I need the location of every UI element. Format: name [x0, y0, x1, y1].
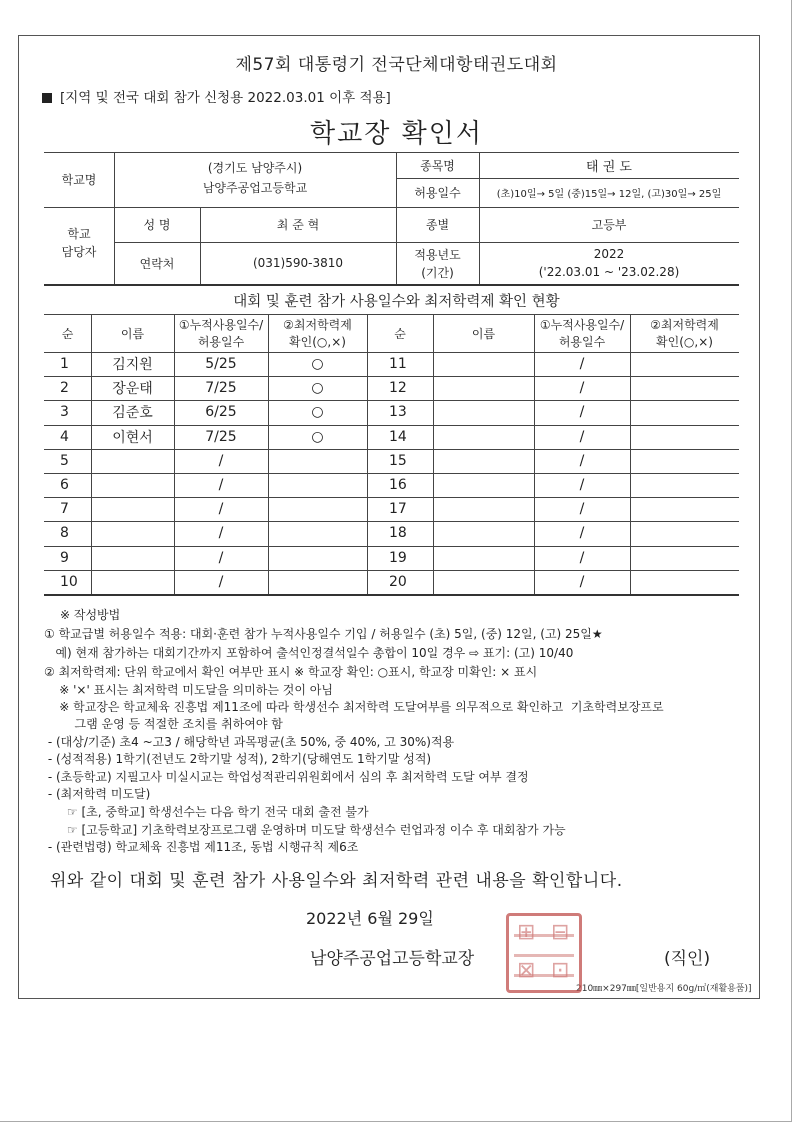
cell-no: 10 — [60, 573, 78, 590]
cell-no: 14 — [389, 428, 407, 445]
cell-days: / — [579, 573, 585, 590]
cell-no: 7 — [60, 501, 69, 518]
staff-label-line1: 학교 — [67, 226, 91, 241]
staff-label-line2: 담당자 — [61, 244, 97, 259]
cell-days: 7/25 — [205, 428, 237, 445]
cell-no: 11 — [389, 356, 407, 373]
header-name-right: 이름 — [471, 326, 496, 341]
cell-min-academic-check — [630, 352, 739, 376]
cell-days: 5/25 — [205, 356, 237, 373]
cell-name — [433, 546, 534, 570]
cell-days: / — [218, 477, 224, 494]
school-label: 학교명 — [61, 173, 97, 187]
cell-min-academic-check — [630, 521, 739, 545]
cell-min-academic-check — [630, 473, 739, 497]
cell-days: / — [218, 573, 224, 590]
period-value: ('22.03.01 ~ '23.02.28) — [538, 265, 680, 279]
school-seal-stamp: ⊞ ⊟ ⊠ ⊡ — [506, 913, 582, 993]
instruction-line: - (초등학교) 지필고사 미실시교는 학업성적관리위원회에서 심의 후 최저학력 도달 여부 결정 — [44, 770, 529, 784]
event-value: 태 권 도 — [586, 159, 632, 175]
cell-days: / — [218, 525, 224, 542]
cell-days: 7/25 — [205, 380, 237, 397]
cell-name — [91, 449, 174, 473]
cell-name — [433, 425, 534, 449]
status-section-title: 대회 및 훈련 참가 사용일수와 최저학력제 확인 현황 — [233, 294, 560, 310]
cell-no: 9 — [60, 549, 69, 566]
year-label-line1: 적용년도 — [414, 247, 461, 262]
cell-name — [91, 546, 174, 570]
cell-min-academic-check: ○ — [311, 404, 324, 421]
document-title: 학교장 확인서 — [310, 119, 483, 149]
document-date: 2022년 6월 29일 — [306, 909, 434, 928]
cell-no: 12 — [389, 380, 407, 397]
cell-days: / — [579, 404, 585, 421]
event-label: 종목명 — [420, 158, 455, 173]
square-bullet-icon — [42, 93, 52, 103]
principal-signature-line: 남양주공업고등학교장 — [310, 949, 475, 969]
cell-name — [91, 521, 174, 545]
cell-name: 장운태 — [112, 381, 153, 398]
instruction-line: - (대상/기준) 초4 ~고3 / 해당학년 과목평균(초 50%, 중 40%, 고 30%)적용 — [44, 735, 455, 749]
cell-days: / — [218, 501, 224, 518]
cell-name — [433, 497, 534, 521]
year-label-line2: (기간) — [421, 265, 454, 280]
instruction-line: ※ '×' 표시는 최저학력 미도달을 의미하는 것이 아님 — [44, 683, 333, 697]
cell-min-academic-check — [268, 521, 367, 545]
cell-min-academic-check — [268, 570, 367, 594]
cell-min-academic-check — [630, 570, 739, 594]
contact-value: (031)590-3810 — [252, 256, 344, 270]
instruction-line: 예) 현재 참가하는 대회기간까지 포함하여 출석인정결석일수 총합이 10일 경우 ⇨ 표기: (고) 10/40 — [44, 646, 574, 660]
header-name: 이름 — [120, 326, 145, 341]
header-min-right-line1: ②최저학력제 — [650, 318, 719, 332]
cell-min-academic-check — [630, 400, 739, 424]
cell-name: 김준호 — [112, 405, 153, 422]
confirmation-statement: 위와 같이 대회 및 훈련 참가 사용일수와 최저학력 관련 내용을 확인합니다. — [50, 871, 623, 891]
cell-no: 18 — [389, 525, 407, 542]
cell-name — [433, 400, 534, 424]
instruction-line: ☞ [고등학교] 기초학력보장프로그램 운영하며 미도달 학생선수 런업과정 이수 후 대회참가 가능 — [44, 823, 566, 837]
instruction-line: ☞ [초, 중학교] 학생선수는 다음 학기 전국 대회 출전 불가 — [44, 805, 369, 819]
cell-days: / — [579, 477, 585, 494]
paper-spec: 210㎜×297㎜[일반용지 60g/㎡(재활용품)] — [576, 984, 752, 994]
school-name: 남양주공업고등학교 — [202, 180, 308, 195]
instruction-line: ① 학교급별 허용일수 적용: 대회·훈련 참가 누적사용일수 기입 / 허용일수 (초) 5일, (중) 12일, (고) 25일★ — [44, 627, 603, 641]
header-days-right-line1: ①누적사용일수/ — [539, 318, 625, 332]
cell-no: 1 — [60, 356, 69, 373]
seal-label: (직인) — [664, 949, 711, 969]
instruction-line: ※ 학교장은 학교체육 진흥법 제11조에 따라 학생선수 최저학력 도달여부를 의무적으로 확인하고 기초학력보장프로 — [44, 700, 664, 714]
cell-min-academic-check — [630, 449, 739, 473]
cell-days: / — [579, 452, 585, 469]
header-min-line2: 확인(○,×) — [289, 335, 346, 349]
cell-no: 17 — [389, 501, 407, 518]
cell-no: 20 — [389, 573, 407, 590]
cell-no: 8 — [60, 525, 69, 542]
cell-no: 4 — [60, 428, 69, 445]
instruction-line: ※ 작성방법 — [60, 608, 121, 622]
instruction-line: - (최저학력 미도달) — [44, 787, 151, 801]
header-days-right-line2: 허용일수 — [558, 335, 606, 349]
cell-name — [91, 473, 174, 497]
contact-label: 연락처 — [139, 256, 175, 271]
cell-no: 6 — [60, 477, 69, 494]
cell-name: 이현서 — [112, 429, 153, 446]
header-min-right-line2: 확인(○,×) — [656, 335, 713, 349]
subtitle — [42, 86, 391, 106]
division-label: 종별 — [425, 218, 450, 232]
cell-min-academic-check: ○ — [311, 380, 324, 397]
competition-title: 제57회 대통령기 전국단체대항태권도대회 — [235, 55, 558, 75]
cell-days: / — [579, 428, 585, 445]
cell-min-academic-check — [268, 546, 367, 570]
cell-days: / — [579, 356, 585, 373]
cell-name — [433, 449, 534, 473]
cell-no: 16 — [389, 477, 407, 494]
header-days-line2: 허용일수 — [197, 335, 245, 349]
allowed-days-value: (초)10일→ 5일 (중)15일→ 12일, (고)30일→ 25일 — [496, 189, 722, 200]
cell-days: / — [218, 452, 224, 469]
cell-days: / — [579, 380, 585, 397]
cell-min-academic-check: ○ — [311, 428, 324, 445]
cell-name — [433, 521, 534, 545]
cell-min-academic-check — [630, 497, 739, 521]
cell-min-academic-check — [268, 449, 367, 473]
header-days-line1: ①누적사용일수/ — [178, 318, 264, 332]
cell-min-academic-check — [630, 376, 739, 400]
cell-days: 6/25 — [205, 404, 237, 421]
instruction-line: ② 최저학력제: 단위 학교에서 확인 여부만 표시 ※ 학교장 확인: ○표시, 학교장 미확인: × 표시 — [44, 665, 538, 679]
cell-min-academic-check — [268, 497, 367, 521]
subtitle-text: [지역 및 전국 대회 참가 신청용 2022.03.01 이후 적용] — [60, 90, 391, 106]
instruction-line: - (성적적용) 1학기(전년도 2학기말 성적), 2학기(당해연도 1학기말 성적) — [44, 752, 432, 766]
cell-min-academic-check — [630, 425, 739, 449]
cell-name — [433, 570, 534, 594]
cell-days: / — [218, 549, 224, 566]
cell-no: 2 — [60, 380, 69, 397]
instruction-line: - (관련법령) 학교체육 진흥법 제11조, 동법 시행규칙 제6조 — [44, 840, 359, 854]
cell-days: / — [579, 549, 585, 566]
cell-name — [433, 473, 534, 497]
instruction-line: 그램 운영 등 적절한 조치를 취하여야 함 — [44, 717, 283, 731]
cell-no: 13 — [389, 404, 407, 421]
cell-no: 19 — [389, 549, 407, 566]
allowed-days-label: 허용일수 — [414, 186, 461, 200]
header-min-line1: ②최저학력제 — [283, 318, 352, 332]
header-no-right: 순 — [394, 326, 406, 341]
cell-days: / — [579, 525, 585, 542]
division-value: 고등부 — [591, 218, 627, 232]
header-no: 순 — [61, 326, 74, 341]
cell-min-academic-check: ○ — [311, 356, 324, 373]
year-value: 2022 — [593, 247, 625, 261]
school-region: (경기도 남양주시) — [207, 160, 303, 175]
name-value: 최 준 혁 — [276, 218, 320, 232]
name-label: 성 명 — [143, 218, 171, 232]
cell-min-academic-check — [630, 546, 739, 570]
cell-no: 5 — [60, 452, 69, 469]
cell-name — [91, 497, 174, 521]
cell-name — [91, 570, 174, 594]
cell-days: / — [579, 501, 585, 518]
cell-no: 3 — [60, 404, 69, 421]
cell-name — [433, 352, 534, 376]
cell-name — [433, 376, 534, 400]
cell-no: 15 — [389, 452, 407, 469]
cell-min-academic-check — [268, 473, 367, 497]
cell-name: 김지원 — [112, 357, 153, 374]
